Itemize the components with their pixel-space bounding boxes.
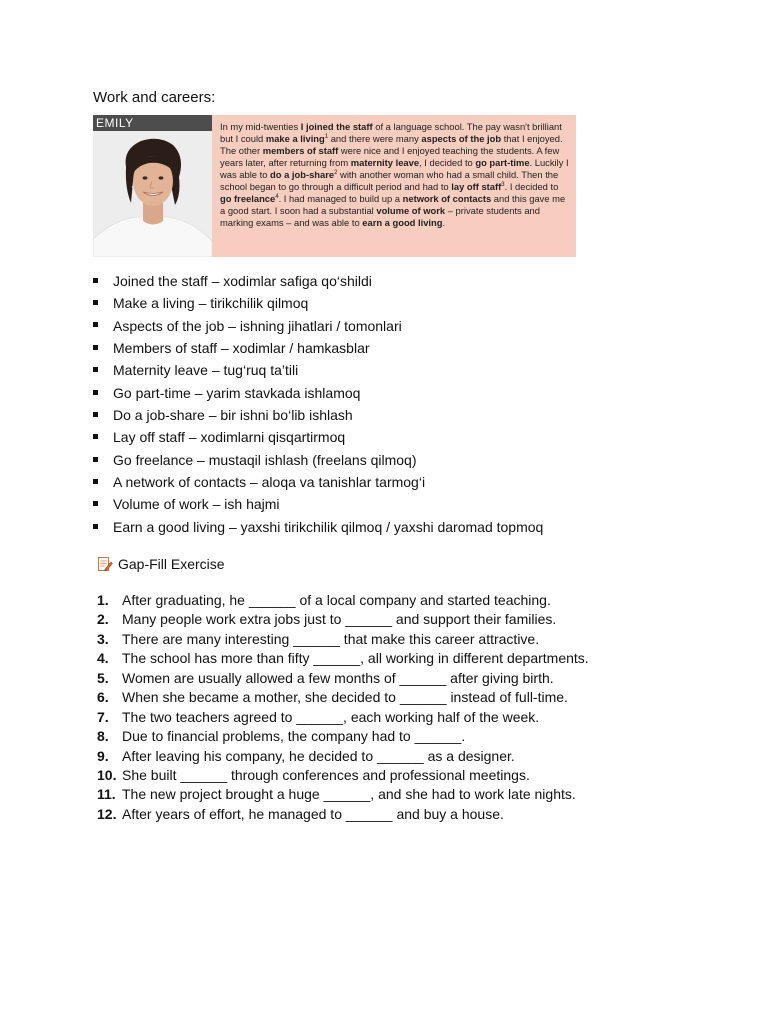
exercise-sentence: The new project brought a huge ______, and she had to work late nights.: [122, 786, 576, 803]
passage-text: – private students and marking exams – and was able to: [220, 204, 540, 228]
exercise-number: 11.: [97, 786, 116, 803]
highlighted-phrase: I joined the staff: [300, 121, 373, 132]
footnote-marker: 4: [275, 193, 279, 200]
bullet-icon: [93, 479, 98, 484]
vocab-term: Volume of work: [113, 496, 209, 513]
exercise-number: 9.: [97, 747, 109, 764]
vocab-term: Aspects of the job: [113, 317, 225, 334]
exercise-number: 7.: [97, 708, 109, 725]
vocab-item: [93, 471, 543, 493]
bullet-icon: [93, 434, 98, 439]
exercise-item: [97, 805, 589, 824]
vocabulary-list: [93, 270, 543, 538]
passage-text: with another woman who had a small child. Then the school began to go through a difficult period and had to: [220, 168, 559, 192]
exercise-item: [97, 669, 589, 688]
bullet-icon: [93, 412, 98, 417]
exercise-number: 12.: [97, 805, 117, 822]
highlighted-phrase: do a job-share: [270, 168, 335, 180]
vocab-meaning: – yarim stavkada ishlamoq: [190, 384, 361, 401]
vocab-meaning: – yaxshi tirikchilik qilmoq / yaxshi daromad topmoq: [225, 518, 544, 535]
vocab-item: [93, 315, 543, 337]
reading-text: [212, 115, 576, 257]
exercise-number: 4.: [97, 650, 109, 667]
vocab-meaning: – ishning jihatlari / tomonlari: [224, 317, 402, 334]
exercise-sentence: The school has more than fifty ______, all working in different departments.: [122, 650, 589, 667]
footnote-marker: 3: [501, 181, 505, 188]
passage-text: .: [442, 216, 446, 228]
passage-text: In my mid-twenties: [220, 121, 301, 132]
exercise-item: [97, 591, 589, 610]
exercise-item: [97, 630, 589, 649]
exercise-sentence: When she became a mother, she decided to ______ instead of full-time.: [122, 689, 568, 706]
vocab-meaning: – xodimlarni qisqartirmoq: [184, 429, 346, 446]
exercise-list: [97, 591, 589, 824]
exercise-item: [97, 649, 589, 668]
vocab-term: Make a living: [113, 295, 195, 312]
vocab-term: A network of contacts: [113, 474, 247, 491]
vocab-item: [93, 426, 543, 448]
exercise-title: Gap-Fill Exercise: [118, 556, 225, 572]
vocab-meaning: – xodimlar safiga qo‘shildi: [207, 273, 372, 289]
vocab-meaning: – mustaqil ishlash (freelans qilmoq): [193, 451, 417, 468]
highlighted-phrase: earn a good living: [362, 216, 443, 228]
portrait-image: [93, 131, 212, 257]
vocab-term: Members of staff: [113, 340, 218, 357]
bullet-icon: [93, 345, 98, 350]
exercise-item: [97, 610, 589, 629]
exercise-sentence: After years of effort, he managed to ______ and buy a house.: [122, 805, 504, 822]
vocab-item: [93, 382, 543, 404]
vocab-term: Maternity leave: [113, 362, 208, 379]
vocab-item: [93, 404, 543, 426]
page-title: Work and careers:: [93, 89, 216, 106]
passage-text: and there were many: [328, 132, 422, 144]
passage-text: , I decided to: [419, 156, 476, 168]
exercise-item: [97, 747, 589, 766]
passage-text: . I had managed to build up a: [278, 192, 403, 204]
vocab-item: [93, 337, 543, 359]
highlighted-phrase: aspects of the job: [421, 132, 502, 144]
footnote-marker: 1: [324, 133, 329, 140]
exercise-sentence: Women are usually allowed a few months of ______ after giving birth.: [122, 669, 554, 686]
exercise-number: 10.: [97, 766, 117, 783]
vocab-item: [93, 270, 543, 292]
highlighted-phrase: maternity leave: [350, 156, 420, 168]
vocab-term: Go part-time: [113, 384, 191, 401]
exercise-sentence: After leaving his company, he decided to ______ as a designer.: [122, 747, 515, 764]
exercise-sentence: There are many interesting ______ that make this career attractive.: [122, 630, 540, 647]
passage-text: of a language school. The pay wasn't brilliant but I could: [220, 121, 562, 144]
exercise-sentence: The two teachers agreed to ______, each working half of the week.: [122, 708, 540, 725]
highlighted-phrase: network of contacts: [402, 192, 492, 204]
exercise-number: 8.: [97, 728, 109, 745]
bullet-icon: [93, 367, 98, 372]
bullet-icon: [93, 300, 98, 305]
vocab-term: Do a job-share: [113, 407, 205, 424]
highlighted-phrase: lay off staff: [451, 180, 502, 192]
exercise-item: [97, 708, 589, 727]
exercise-item: [97, 727, 589, 746]
vocab-term: Joined the staff: [113, 273, 208, 289]
exercise-number: 2.: [97, 611, 109, 628]
name-label: EMILY: [93, 115, 212, 131]
exercise-sentence: After graduating, he ______ of a local company and started teaching.: [122, 592, 551, 608]
vocab-meaning: – bir ishni bo‘lib ishlash: [204, 407, 353, 424]
vocab-term: Go freelance: [113, 451, 194, 468]
vocab-term: Earn a good living: [113, 518, 226, 535]
exercise-number: 1.: [97, 592, 109, 608]
highlighted-phrase: go part-time: [475, 156, 530, 168]
highlighted-phrase: volume of work: [376, 204, 446, 216]
vocab-meaning: – xodimlar / hamkasblar: [217, 340, 370, 357]
vocab-item: [93, 359, 543, 381]
exercise-sentence: Due to financial problems, the company had to ______.: [122, 728, 466, 745]
highlighted-phrase: members of staff: [262, 144, 339, 156]
highlighted-phrase: make a living: [265, 132, 325, 144]
vocab-meaning: – aloqa va tanishlar tarmog‘i: [246, 474, 426, 491]
passage-text: . Luckily I was able to: [220, 156, 569, 180]
bullet-icon: [93, 524, 98, 529]
exercise-sentence: Many people work extra jobs just to ______ and support their families.: [122, 611, 557, 628]
exercise-number: 5.: [97, 669, 109, 686]
vocab-item: [93, 449, 543, 471]
vocab-item: [93, 493, 543, 515]
bullet-icon: [93, 278, 98, 283]
vocab-meaning: – tirikchilik qilmoq: [194, 295, 309, 312]
edit-document-icon: [97, 556, 113, 572]
passage-text: were nice and I enjoyed teaching the students. A few years later, after returning from: [220, 144, 560, 168]
reading-passage-box: [93, 115, 576, 257]
passage-text: that I enjoyed. The other: [220, 132, 563, 156]
highlighted-phrase: go freelance: [220, 192, 276, 204]
bullet-icon: [93, 501, 98, 506]
bullet-icon: [93, 457, 98, 462]
vocab-meaning: – ish hajmi: [208, 496, 280, 513]
bullet-icon: [93, 322, 98, 327]
bullet-icon: [93, 390, 98, 395]
vocab-item: [93, 516, 543, 538]
footnote-marker: 2: [334, 169, 338, 176]
passage-text: . I decided to: [504, 180, 559, 192]
vocab-term: Lay off staff: [113, 429, 185, 446]
exercise-item: [97, 688, 589, 707]
exercise-sentence: She built ______ through conferences and professional meetings.: [122, 766, 530, 783]
exercise-heading: [97, 556, 225, 572]
passage-text: and this gave me a good start. I soon had a substantial: [220, 192, 566, 216]
exercise-number: 6.: [97, 689, 109, 706]
exercise-number: 3.: [97, 630, 109, 647]
vocab-meaning: – tug‘ruq ta’tili: [207, 362, 299, 379]
vocab-item: [93, 292, 543, 314]
exercise-item: [97, 785, 589, 804]
profile-photo-panel: [93, 115, 212, 257]
exercise-item: [97, 766, 589, 785]
